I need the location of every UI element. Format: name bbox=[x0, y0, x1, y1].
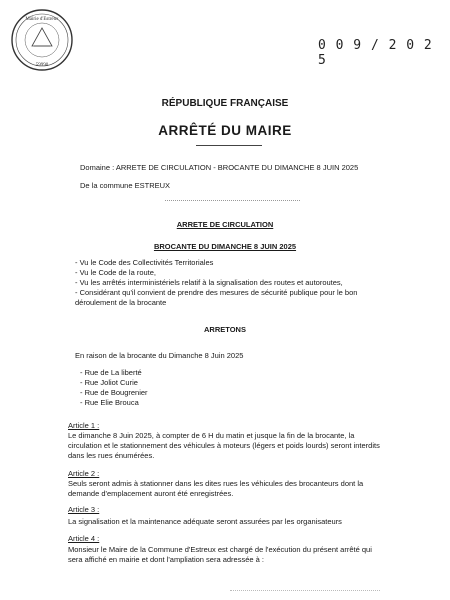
vu-item: - Vu le Code des Collectivités Territoriales bbox=[75, 258, 214, 267]
article-body: Le dimanche 8 Juin 2025, à compter de 6 H du matin et jusque la fin de la brocante, la circulation et le stationnement des véhicules à moteurs (légers et poids lourds) seront interdits dans les rues énumérées. bbox=[68, 431, 380, 460]
article-body: La signalisation et la maintenance adéquate seront assurées par les organisateurs bbox=[68, 517, 342, 526]
domaine-line: Domaine : ARRETE DE CIRCULATION - BROCANTE DU DIMANCHE 8 JUIN 2025 bbox=[80, 163, 359, 172]
article-heading: Article 3 : bbox=[68, 505, 100, 514]
dotted-separator bbox=[165, 200, 300, 201]
vu-item: - Vu le Code de la route, bbox=[75, 268, 157, 277]
vu-item: déroulement de la brocante bbox=[75, 298, 167, 307]
vu-item: - Vu les arrêtés interministériels relatif à la signalisation des routes et autoroutes, bbox=[75, 278, 343, 287]
article-body: Monsieur le Maire de la Commune d'Estreux est chargé de l'exécution du présent arrêté qui sera affiché en mairie et dont l'ampliation sera adressée à : bbox=[68, 545, 372, 564]
municipal-seal bbox=[10, 8, 74, 72]
street-item: - Rue de La liberté bbox=[80, 368, 142, 377]
scan-artifact-line bbox=[230, 590, 380, 591]
brocante-subheading: BROCANTE DU DIMANCHE 8 JUIN 2025 bbox=[153, 242, 297, 251]
republique-heading: RÉPUBLIQUE FRANÇAISE bbox=[161, 98, 289, 109]
arretons-heading: ARRETONS bbox=[204, 325, 246, 334]
article-heading: Article 4 : bbox=[68, 534, 100, 543]
intro-line: En raison de la brocante du Dimanche 8 Juin 2025 bbox=[75, 351, 244, 360]
circulation-subheading: ARRETE DE CIRCULATION bbox=[176, 220, 274, 229]
vu-item: - Considérant qu'il convient de prendre des mesures de sécurité publique pour le bon bbox=[75, 288, 358, 297]
street-item: - Rue de Bougrenier bbox=[80, 388, 148, 397]
title-underline-divider bbox=[196, 145, 262, 146]
article-heading: Article 1 : bbox=[68, 421, 100, 430]
article-heading: Article 2 : bbox=[68, 469, 100, 478]
svg-text:Mairie d'Estreux: Mairie d'Estreux bbox=[25, 17, 59, 22]
street-item: - Rue Elie Brouca bbox=[80, 398, 139, 407]
street-item: - Rue Joliot Curie bbox=[80, 378, 138, 387]
svg-text:59990: 59990 bbox=[35, 63, 49, 68]
document-reference-number: 0 0 9 / 2 0 2 5 bbox=[318, 38, 433, 68]
article-body: Seuls seront admis à stationner dans les dites rues les véhicules des brocanteurs dont la demande d'emplacement auront été enregistrées. bbox=[68, 479, 364, 498]
document-title: ARRÊTÉ DU MAIRE bbox=[158, 123, 292, 138]
commune-line: De la commune ESTREUX bbox=[80, 181, 171, 190]
